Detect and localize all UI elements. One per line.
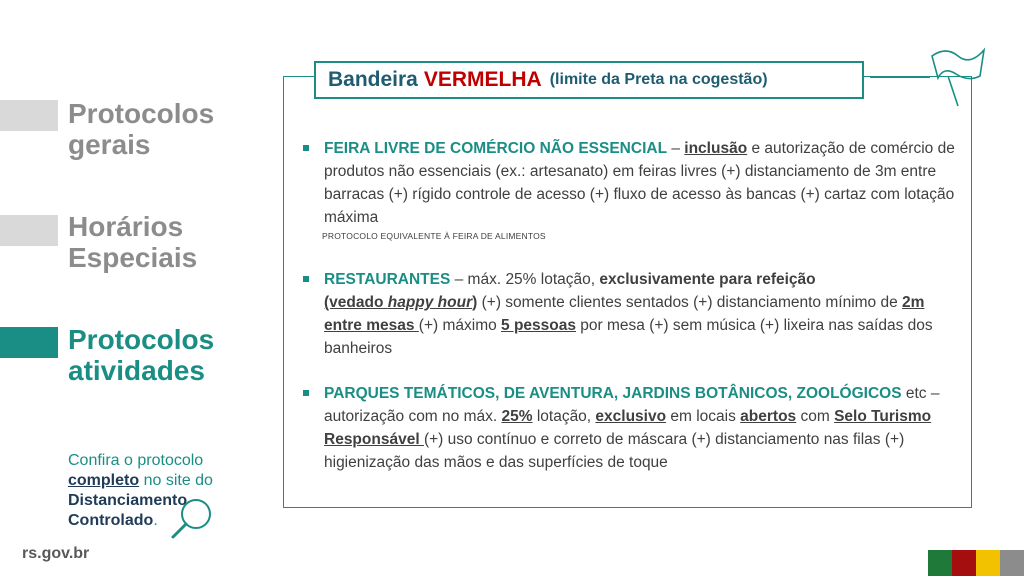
confira-controlado: Controlado — [68, 512, 154, 529]
nav-bar-protocolos-gerais — [0, 100, 58, 131]
confira-text: no site do — [139, 472, 213, 489]
nav-item-label: atividades — [68, 355, 205, 386]
confira-period: . — [153, 512, 158, 529]
list-item-feira — [303, 137, 958, 229]
confira-completo: completo — [68, 472, 140, 489]
item-text: (+) somente clientes sentados (+) distanciamento mínimo de — [477, 294, 903, 311]
item-text: por mesa (+) sem música (+) lixeira nas saídas dos banheiros — [324, 317, 933, 357]
nav-bar-protocolos-atividades — [0, 327, 58, 358]
nav-item-label: Protocolos — [68, 324, 215, 355]
item-emphasis: 25% — [501, 408, 533, 425]
item-heading: PARQUES TEMÁTICOS, DE AVENTURA, JARDINS BOTÂNICOS, ZOOLÓGICOS — [324, 385, 902, 402]
bullet-icon — [303, 276, 309, 282]
color-stripe-gray — [1000, 550, 1024, 576]
item-emphasis: Selo Turismo Responsável — [324, 408, 932, 448]
confira-protocolo-link[interactable] — [68, 451, 258, 531]
flag-connector-line — [870, 76, 930, 78]
site-url[interactable]: rs.gov.br — [22, 545, 90, 562]
nav-item-label: gerais — [68, 129, 151, 160]
item-text: lotação, — [532, 408, 596, 425]
bullet-icon — [303, 145, 309, 151]
item-text: com — [796, 408, 835, 425]
title-vermelha: VERMELHA — [423, 68, 542, 91]
nav-item-label: Horários — [68, 211, 184, 242]
list-item-parques — [303, 382, 958, 474]
item-text: – máx. 25% lotação, — [450, 271, 600, 288]
magnifier-icon — [168, 496, 218, 546]
item-heading: RESTAURANTES — [324, 271, 451, 288]
item-emphasis — [324, 294, 472, 311]
list-item-restaurantes — [303, 268, 958, 360]
flag-icon — [928, 38, 990, 108]
item-emphasis: abertos — [740, 408, 797, 425]
item-heading: FEIRA LIVRE DE COMÉRCIO NÃO ESSENCIAL — [324, 140, 668, 157]
item-emphasis: exclusivamente para refeição — [599, 271, 816, 288]
item-text: em locais — [666, 408, 741, 425]
item-emphasis-part: (vedado — [324, 294, 388, 311]
nav-item-label: Especiais — [68, 242, 198, 273]
item-emphasis: exclusivo — [595, 408, 667, 425]
item-text: – — [667, 140, 685, 157]
item-emphasis-italic: happy hour — [387, 294, 473, 311]
item-text: (+) uso contínuo e correto de máscara (+) distanciamento nas filas (+) higienização das mãos e das superfícies de toque — [324, 431, 905, 471]
nav-item-horarios-especiais[interactable] — [68, 211, 197, 273]
item-emphasis: 5 pessoas — [501, 317, 576, 334]
nav-item-protocolos-atividades[interactable] — [68, 324, 214, 386]
color-stripe-yellow — [976, 550, 1000, 576]
item-text: etc – autorização com no máx. — [324, 385, 940, 425]
confira-text: Confira o protocolo — [68, 452, 204, 469]
bullet-icon — [303, 390, 309, 396]
panel-title — [314, 61, 864, 99]
confira-distanciamento: Distanciamento — [68, 492, 188, 509]
item-emphasis: 2m entre mesas — [324, 294, 925, 334]
item-text: e autorização de comércio de produtos não essenciais (ex.: artesanato) em feiras livres (+) distanciamento de 3m entre barracas (+) rígido controle de acesso (+) fluxo de acesso às bancas (+) cartaz com lotação máxima — [324, 140, 955, 226]
item-emphasis-part: ) — [472, 294, 478, 311]
title-subtitle: (limite da Preta na cogestão) — [549, 71, 768, 88]
color-stripe-green — [928, 550, 952, 576]
title-bandeira: Bandeira — [328, 68, 418, 91]
color-stripe-red — [952, 550, 976, 576]
item-text: (+) máximo — [418, 317, 502, 334]
item-emphasis: inclusão — [684, 140, 748, 157]
nav-item-protocolos-gerais[interactable] — [68, 98, 214, 160]
nav-item-label: Protocolos — [68, 98, 215, 129]
item-note: PROTOCOLO EQUIVALENTE À FEIRA DE ALIMENTOS — [322, 231, 546, 241]
nav-bar-horarios-especiais — [0, 215, 58, 246]
